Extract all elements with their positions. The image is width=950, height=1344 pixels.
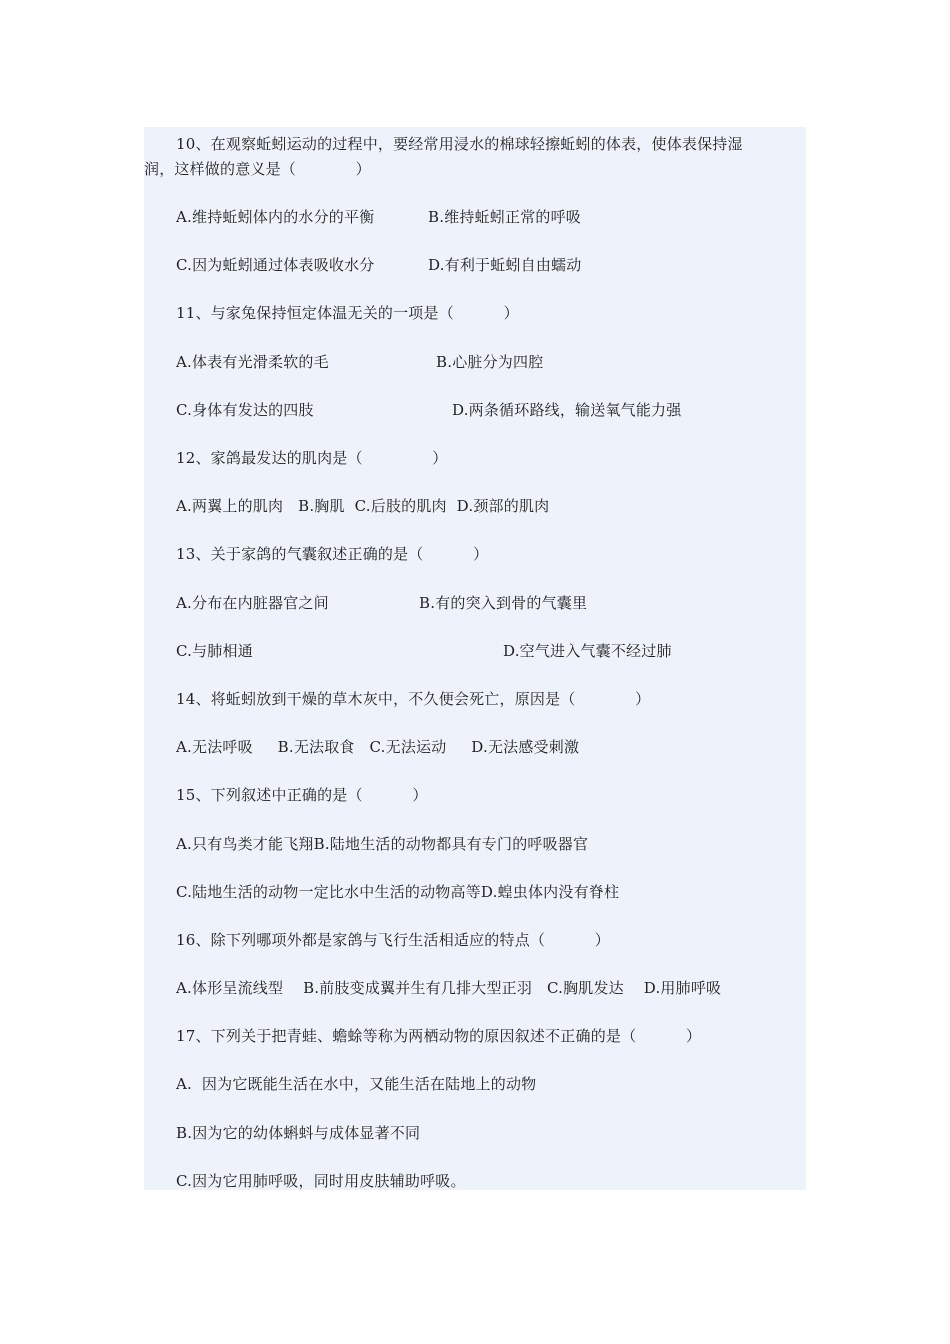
q13-option-d: D.空气进入气囊不经过肺	[503, 642, 672, 660]
q14-stem: 14、将蚯蚓放到干燥的草木灰中，不久便会死亡，原因是（ ）	[176, 690, 651, 708]
q15-options-line1: A.只有鸟类才能飞翔B.陆地生活的动物都具有专门的呼吸器官	[176, 835, 589, 853]
q11-option-a: A.体表有光滑柔软的毛	[176, 353, 329, 371]
q11-option-d: D.两条循环路线，输送氧气能力强	[452, 401, 682, 419]
q10-option-b: B.维持蚯蚓正常的呼吸	[428, 208, 581, 226]
q17-stem: 17、下列关于把青蛙、蟾蜍等称为两栖动物的原因叙述不正确的是（ ）	[176, 1027, 702, 1045]
q10-stem-line2: 润，这样做的意义是（ ）	[144, 160, 371, 178]
q10-option-a: A.维持蚯蚓体内的水分的平衡	[176, 208, 375, 226]
q11-option-b: B.心脏分为四腔	[436, 353, 544, 371]
q10-stem-line1: 10、在观察蚯蚓运动的过程中，要经常用浸水的棉球轻擦蚯蚓的体表，使体表保持湿	[176, 135, 743, 153]
q13-option-a: A.分布在内脏器官之间	[176, 594, 329, 612]
q10-option-c: C.因为蚯蚓通过体表吸收水分	[176, 256, 375, 274]
q14-options: A.无法呼吸 B.无法取食 C.无法运动 D.无法感受刺激	[176, 738, 580, 756]
q13-option-b: B.有的突入到骨的气囊里	[419, 594, 588, 612]
q13-stem: 13、关于家鸽的气囊叙述正确的是（ ）	[176, 545, 489, 563]
q16-stem: 16、除下列哪项外都是家鸽与飞行生活相适应的特点（ ）	[176, 931, 610, 949]
q12-stem: 12、家鸽最发达的肌肉是（ ）	[176, 449, 448, 467]
q10-option-d: D.有利于蚯蚓自由蠕动	[428, 256, 582, 274]
q17-option-a: A. 因为它既能生活在水中，又能生活在陆地上的动物	[176, 1075, 537, 1093]
q17-option-c: C.因为它用肺呼吸，同时用皮肤辅助呼吸。	[176, 1172, 466, 1190]
q11-option-c: C.身体有发达的四肢	[176, 401, 314, 419]
q12-options: A.两翼上的肌肉 B.胸肌 C.后肢的肌肉 D.颈部的肌肉	[176, 497, 550, 515]
q17-option-b: B.因为它的幼体蝌蚪与成体显著不同	[176, 1124, 421, 1142]
q13-option-c: C.与肺相通	[176, 642, 253, 660]
q16-options: A.体形呈流线型 B.前肢变成翼并生有几排大型正羽 C.胸肌发达 D.用肺呼吸	[176, 979, 722, 997]
q15-options-line2: C.陆地生活的动物一定比水中生活的动物高等D.蝗虫体内没有脊柱	[176, 883, 620, 901]
q11-stem: 11、与家兔保持恒定体温无关的一项是（ ）	[176, 304, 519, 322]
q15-stem: 15、下列叙述中正确的是（ ）	[176, 786, 428, 804]
